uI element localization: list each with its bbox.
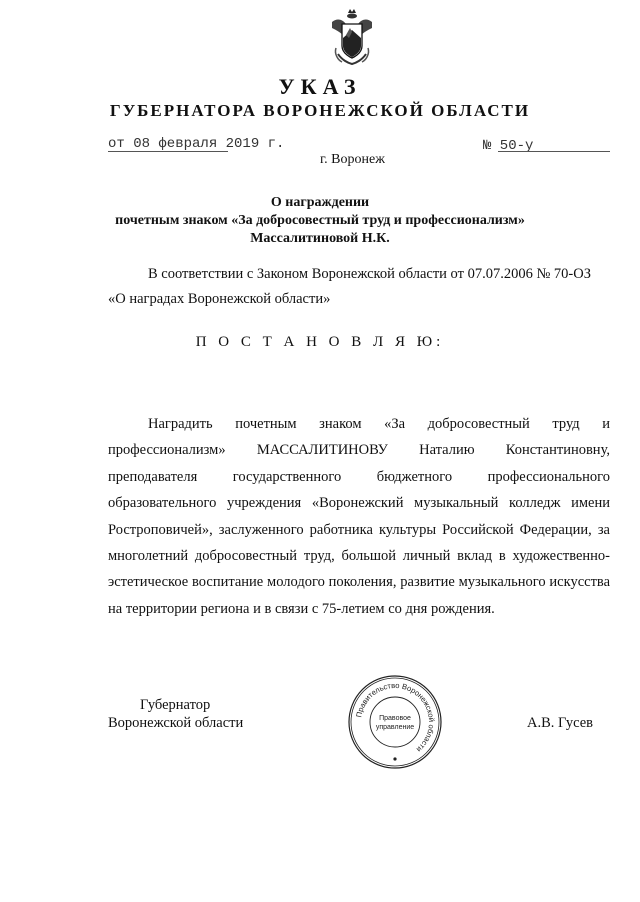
date-underline [108,151,228,152]
signatory-position-line-1: Губернатор [140,697,211,713]
document-city: г. Воронеж [320,152,385,167]
decree-word: П О С Т А Н О В Л Я Ю: [195,334,445,350]
document-title: УКАЗ [278,74,362,99]
stamp-inner-line-1: Правовое [379,715,411,722]
signatory-name: А.В. Гусев [527,715,593,731]
document-number: № 50-у [483,138,534,154]
document-subtitle: ГУБЕРНАТОРА ВОРОНЕЖСКОЙ ОБЛАСТИ [109,101,531,120]
heading-line-2: почетным знаком «За добросовестный труд и профессионализм» [115,213,525,228]
coat-of-arms-emblem [328,8,376,70]
official-stamp [347,674,443,770]
heading-line-3: Массалитиновой Н.К. [250,231,390,246]
number-underline [498,151,610,152]
stamp-inner-line-2: управление [375,724,415,731]
heading-line-1: О награждении [270,195,370,210]
document-heading [0,194,640,248]
signatory-position-line-2: Воронежской области [108,715,244,731]
document-date: от 08 февраля 2019 г. [108,136,285,152]
stamp-ring-text: Правительство Воронежской области [354,680,437,755]
award-paragraph: Наградить почетным знаком «За добросовестный труд и профессионализм» МАССАЛИТИНОВУ Наталию Константиновну, преподавателя государственного бюджетного профессионального образовательного учреждения «Воронежский музыкальный колледж имени Ростроповичей», заслуженного работника культуры Российской Федерации, за многолетний добросовестный труд, большой личный вклад в художественно-эстетическое воспитание молодого поколения, развитие музыкального искусства на территории региона и в связи с 75-летием со дня рождения. [108,416,610,617]
legal-basis-paragraph: В соответствии с Законом Воронежской области от 07.07.2006 № 70-ОЗ «О наградах Воронежской области» [108,266,591,307]
